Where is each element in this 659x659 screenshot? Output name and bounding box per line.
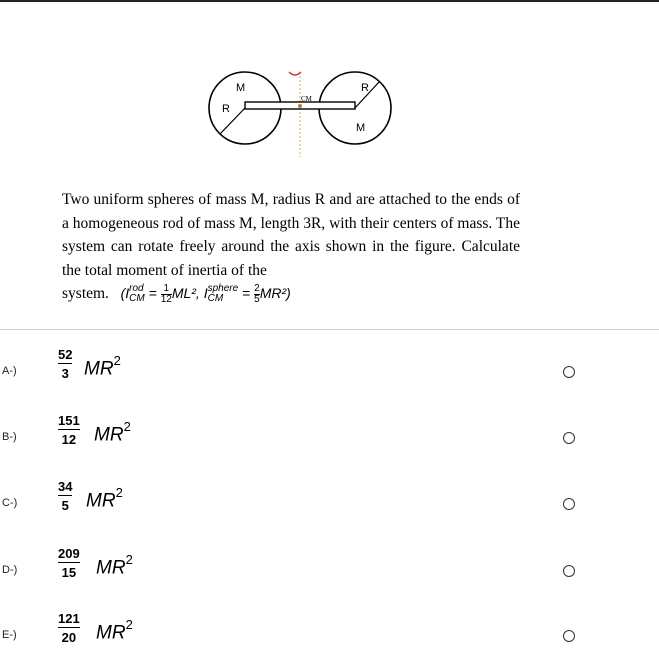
option-expression <box>96 554 133 579</box>
fraction-denominator: 12 <box>61 432 77 448</box>
fraction-denominator: 15 <box>61 565 77 581</box>
fraction-numerator: 151 <box>58 413 80 428</box>
expr-power: 2 <box>115 485 123 500</box>
rod-script <box>129 284 145 304</box>
expr-power: 2 <box>125 552 133 567</box>
rod-fraction-num: 1 <box>163 282 170 294</box>
right-mass-label: M <box>356 122 366 134</box>
option-label: A-) <box>2 365 17 377</box>
hint-i-sphere: I <box>203 285 208 301</box>
fraction-numerator: 209 <box>58 546 80 561</box>
option-expression <box>96 619 133 644</box>
hint-equals-2: = <box>238 285 255 301</box>
fraction-bar <box>58 429 80 430</box>
sphere-script <box>208 284 239 304</box>
option-fraction <box>58 546 80 580</box>
option-b[interactable] <box>0 411 659 461</box>
option-e-radio[interactable] <box>563 630 575 642</box>
rod-fraction-den: 12 <box>160 293 172 305</box>
expr-base: MR <box>94 424 124 446</box>
fraction-denominator: 20 <box>61 630 77 646</box>
option-label: D-) <box>2 564 18 576</box>
fraction-bar <box>58 495 72 496</box>
fraction-bar <box>58 363 72 364</box>
option-expression <box>86 487 123 512</box>
expr-base: MR <box>96 557 126 579</box>
top-border <box>0 0 659 2</box>
cm-label: CM <box>301 95 312 103</box>
left-mass-label: M <box>236 82 246 94</box>
sphere-fraction-den: 5 <box>254 293 260 305</box>
fraction-numerator: 121 <box>58 611 80 626</box>
option-c[interactable] <box>0 477 659 527</box>
option-e[interactable] <box>0 609 659 659</box>
option-a[interactable] <box>0 345 659 395</box>
option-fraction <box>58 611 80 645</box>
rotation-arrow-icon <box>289 72 301 75</box>
sphere-superscript: sphere <box>207 283 239 295</box>
expr-base: MR <box>96 622 126 644</box>
expr-base: MR <box>84 358 114 380</box>
right-radius-label: R <box>361 82 369 94</box>
option-fraction <box>58 479 72 513</box>
question-hint-line <box>62 282 520 306</box>
question-lead: system. <box>62 285 109 302</box>
fraction-bar <box>58 562 80 563</box>
cm-dot <box>298 104 302 108</box>
fraction-bar <box>58 627 80 628</box>
rod-subscript: CM <box>129 293 145 305</box>
option-d[interactable] <box>0 544 659 594</box>
hint-open-paren: ( <box>120 285 126 301</box>
question-body: Two uniform spheres of mass M, radius R and are attached to the ends of a homogeneous rod of mass M, length 3R, with their centers of mass. The system can rotate freely around the axis shown in the figure. Calculate the total moment of inertia of the <box>62 191 520 279</box>
option-label: B-) <box>2 431 17 443</box>
rod-fraction <box>161 284 172 305</box>
option-a-radio[interactable] <box>563 366 575 378</box>
hint-i-rod: I <box>125 285 130 301</box>
option-label: C-) <box>2 497 18 509</box>
expr-power: 2 <box>113 353 121 368</box>
option-expression <box>94 421 131 446</box>
option-fraction <box>58 413 80 447</box>
option-b-radio[interactable] <box>563 432 575 444</box>
hint-rod-tail: ML², <box>171 285 204 301</box>
fraction-numerator: 52 <box>58 347 73 362</box>
fraction-numerator: 34 <box>58 479 73 494</box>
expr-power: 2 <box>125 617 133 632</box>
left-radius-label: R <box>222 103 230 115</box>
question-text <box>62 188 520 306</box>
fraction-denominator: 3 <box>61 366 69 382</box>
option-label: E-) <box>2 629 17 641</box>
option-c-radio[interactable] <box>563 498 575 510</box>
expr-power: 2 <box>123 419 131 434</box>
fraction-denominator: 5 <box>61 498 69 514</box>
rod-superscript: rod <box>129 283 144 295</box>
option-fraction <box>58 347 72 381</box>
divider <box>0 329 659 330</box>
option-expression <box>84 355 121 380</box>
option-d-radio[interactable] <box>563 565 575 577</box>
hint-equals-1: = <box>144 285 161 301</box>
dumbbell-figure <box>205 62 405 162</box>
expr-base: MR <box>86 490 116 512</box>
hint-sphere-tail: MR²) <box>259 285 291 301</box>
inertia-hint <box>113 282 291 305</box>
sphere-fraction-num: 2 <box>254 282 260 294</box>
sphere-subscript: CM <box>207 293 224 305</box>
